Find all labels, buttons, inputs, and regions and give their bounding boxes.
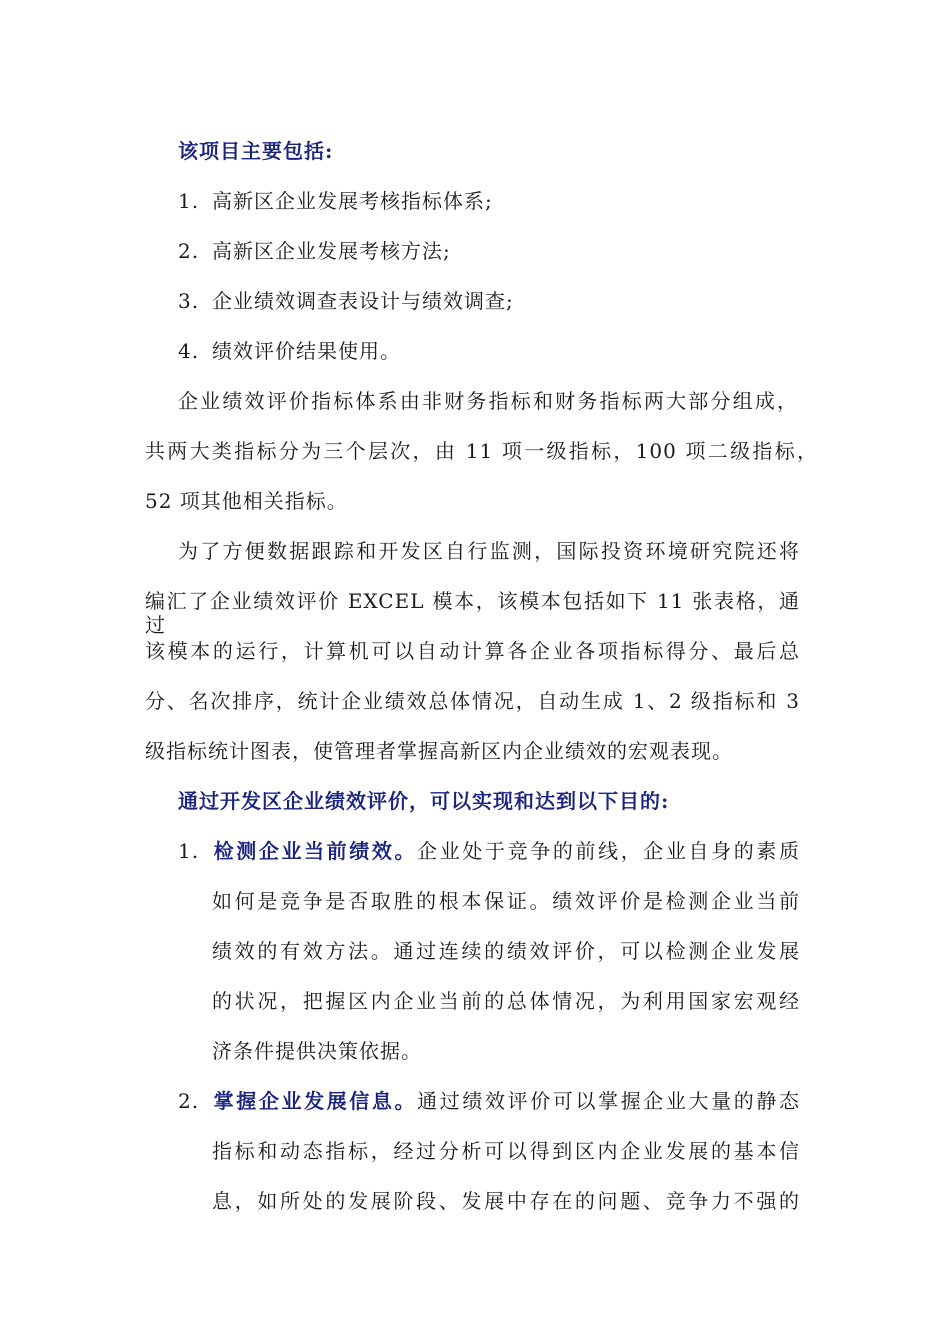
section-heading-2: 通过开发区企业绩效评价，可以实现和达到以下目的: [178, 789, 670, 813]
list-text: 通过绩效评价可以掌握企业大量的静态 [417, 1089, 801, 1113]
list-text: 高新区企业发展考核方法; [212, 239, 451, 263]
list-number: 4. [178, 339, 200, 363]
list-text-line: 的状况，把握区内企业当前的总体情况，为利用国家宏观经 [212, 989, 800, 1013]
list-item [178, 239, 451, 263]
paragraph-line: 企业绩效评价指标体系由非财务指标和财务指标两大部分组成， [178, 389, 798, 413]
list-item [178, 339, 401, 363]
list-text: 企业绩效调查表设计与绩效调查; [212, 289, 514, 313]
list-text-line: 绩效的有效方法。通过连续的绩效评价，可以检测企业发展 [212, 939, 800, 963]
list-text-line: 息，如所处的发展阶段、发展中存在的问题、竞争力不强的 [212, 1189, 800, 1213]
list-text: 企业处于竞争的前线，企业自身的素质 [417, 839, 801, 863]
paragraph-line: 级指标统计图表，使管理者掌握高新区内企业绩效的宏观表现。 [145, 739, 733, 763]
list-text-line: 如何是竞争是否取胜的根本保证。绩效评价是检测企业当前 [212, 889, 800, 913]
list-number: 2. [178, 239, 200, 263]
list-item-title: 掌握企业发展信息。 [212, 1089, 418, 1113]
paragraph-line: 为了方便数据跟踪和开发区自行监测，国际投资环境研究院还将 [178, 539, 800, 563]
list-number: 1. [178, 189, 200, 213]
list-item [178, 189, 493, 213]
list-text: 高新区企业发展考核指标体系; [212, 189, 493, 213]
list-number: 3. [178, 289, 200, 313]
paragraph-line: 该模本的运行，计算机可以自动计算各企业各项指标得分、最后总 [145, 639, 800, 663]
list-item-title: 检测企业当前绩效。 [212, 839, 418, 863]
paragraph-line: 编汇了企业绩效评价 EXCEL 模本，该模本包括如下 11 张表格，通过 [145, 589, 800, 637]
paragraph-line: 52 项其他相关指标。 [145, 489, 348, 513]
list-item [178, 289, 514, 313]
list-text-line: 济条件提供决策依据。 [212, 1039, 422, 1063]
list-number: 1. [178, 839, 200, 863]
paragraph-line: 分、名次排序，统计企业绩效总体情况，自动生成 1、2 级指标和 3 [145, 689, 800, 713]
list-item [178, 1089, 800, 1113]
list-number: 2. [178, 1089, 200, 1113]
list-text-line: 指标和动态指标，经过分析可以得到区内企业发展的基本信 [212, 1139, 800, 1163]
section-heading-1: 该项目主要包括: [178, 139, 334, 163]
paragraph-line: 共两大类指标分为三个层次，由 11 项一级指标，100 项二级指标， [145, 439, 818, 463]
list-text: 绩效评价结果使用。 [212, 339, 401, 363]
list-item [178, 839, 800, 863]
